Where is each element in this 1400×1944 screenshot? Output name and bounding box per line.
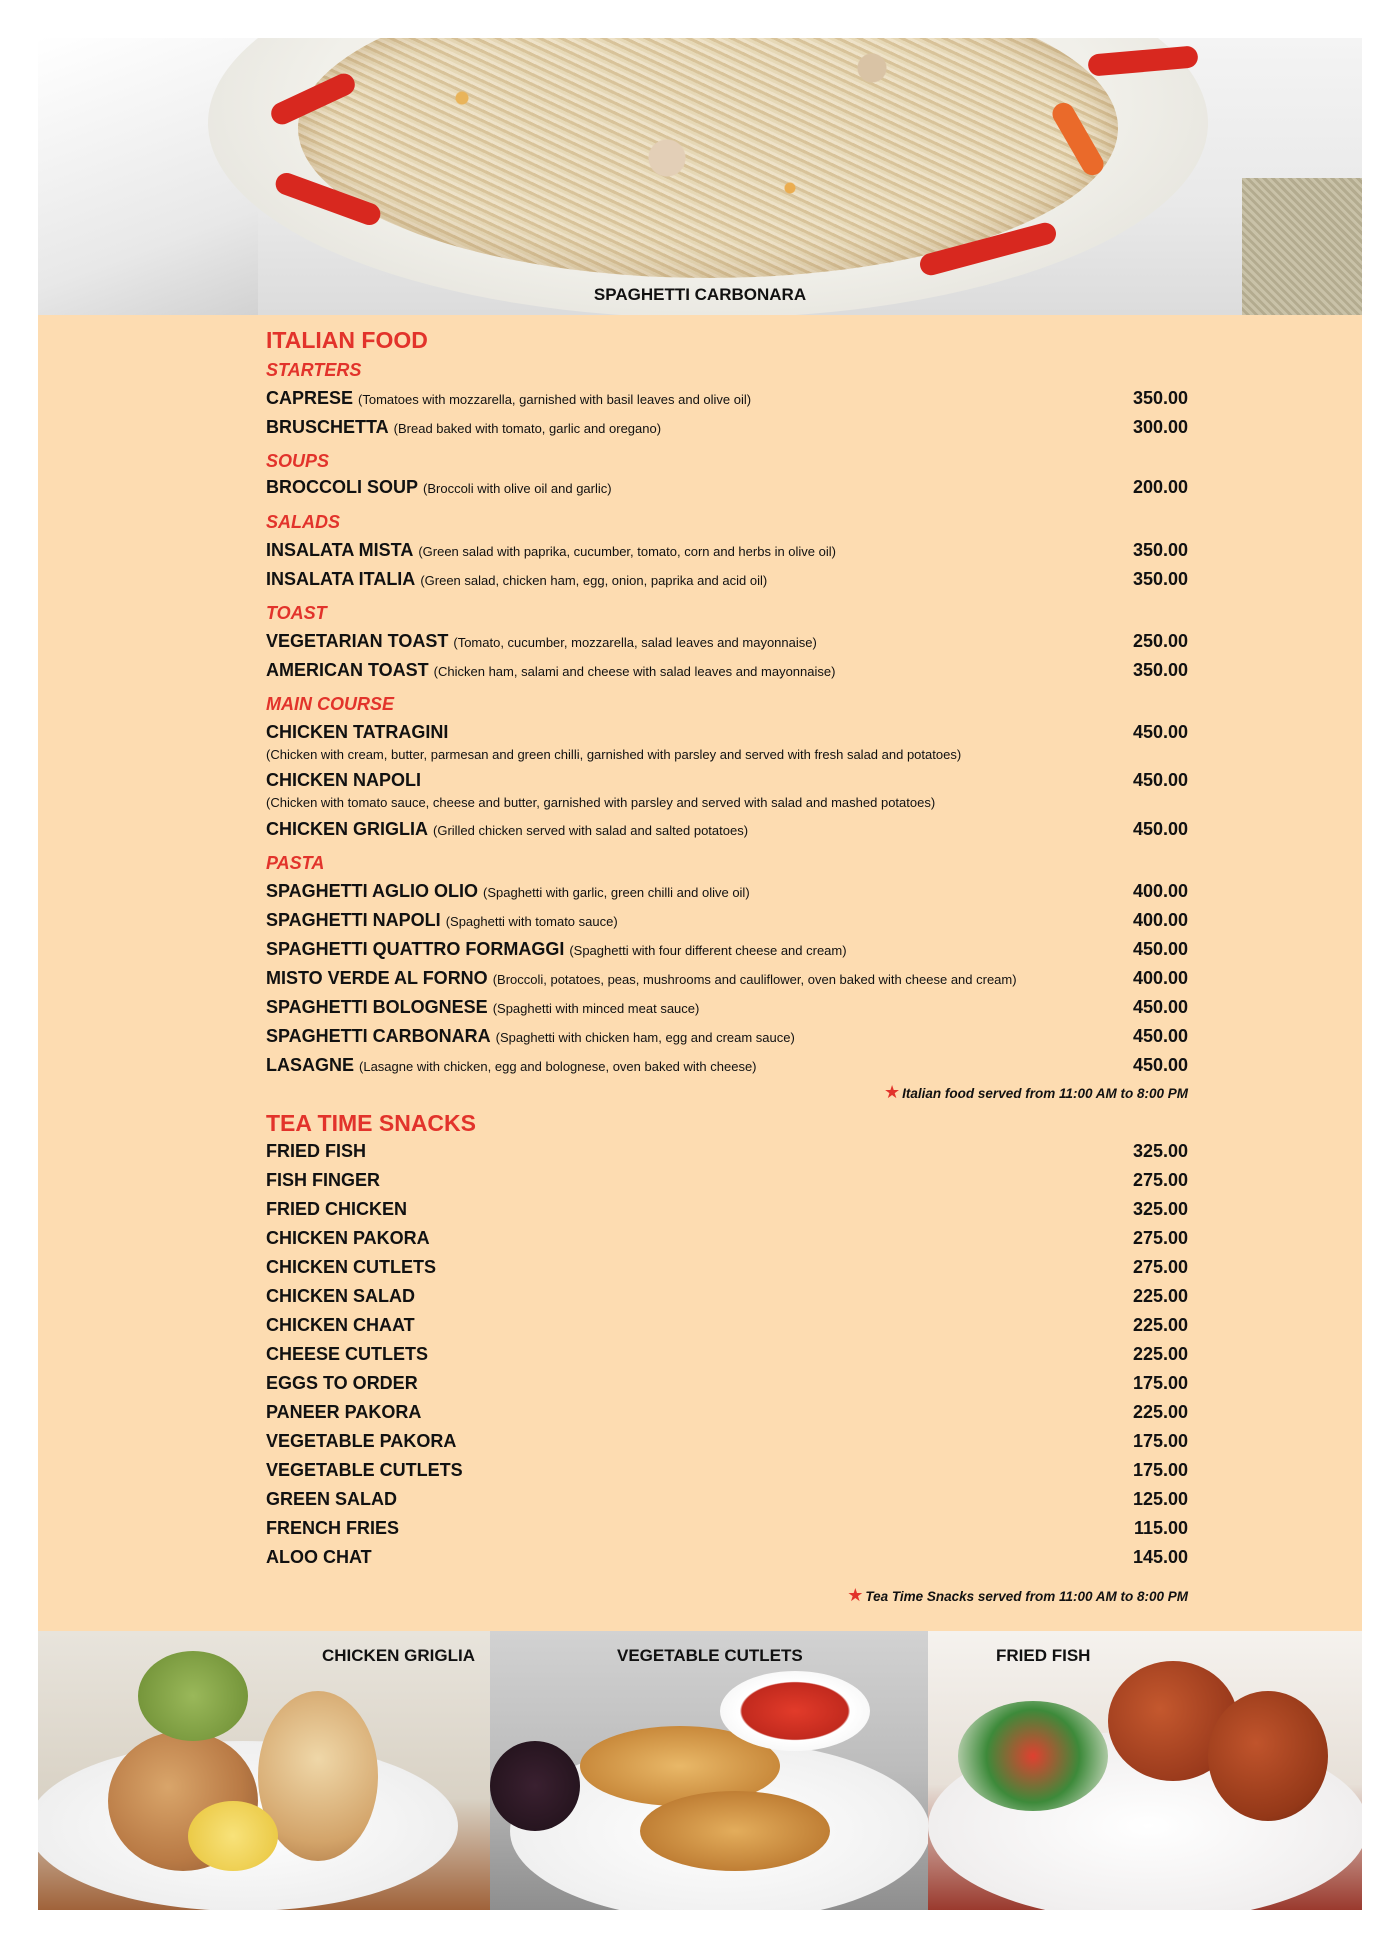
item-name: CHICKEN SALAD bbox=[266, 1286, 416, 1306]
item-price: 300.00 bbox=[1132, 417, 1188, 437]
item-price: 145.00 bbox=[1132, 1547, 1188, 1567]
category-starters: STARTERS bbox=[266, 360, 362, 380]
item-description: (Spaghetti with chicken ham, egg and cream sauce) bbox=[495, 1030, 795, 1045]
tea-snack-item bbox=[266, 1228, 1188, 1250]
item-price: 350.00 bbox=[1132, 569, 1188, 589]
menu-item-spaghetti-bolognese bbox=[266, 997, 1188, 1019]
item-price: 200.00 bbox=[1132, 477, 1188, 497]
item-name: CAPRESE bbox=[266, 388, 354, 408]
category-main-course: MAIN COURSE bbox=[266, 694, 395, 714]
menu-item-bruschetta bbox=[266, 417, 1188, 439]
item-description: (Chicken with tomato sauce, cheese and butter, garnished with parsley and served with salad and mashed potatoes) bbox=[266, 795, 936, 810]
tea-snack-item bbox=[266, 1170, 1188, 1192]
item-description: (Spaghetti with minced meat sauce) bbox=[492, 1001, 700, 1016]
item-price: 175.00 bbox=[1132, 1373, 1188, 1393]
item-description: (Broccoli with olive oil and garlic) bbox=[423, 481, 612, 496]
item-description: (Broccoli, potatoes, peas, mushrooms and cauliflower, oven baked with cheese and cream) bbox=[492, 972, 1017, 987]
tea-snack-item bbox=[266, 1518, 1188, 1540]
item-name: SPAGHETTI QUATTRO FORMAGGI bbox=[266, 939, 565, 959]
item-price: 350.00 bbox=[1132, 540, 1188, 560]
item-name: FRIED CHICKEN bbox=[266, 1199, 408, 1219]
item-description: (Tomatoes with mozzarella, garnished with basil leaves and olive oil) bbox=[358, 392, 752, 407]
item-price: 275.00 bbox=[1132, 1257, 1188, 1277]
menu-item-american-toast bbox=[266, 660, 1188, 682]
menu-item-spaghetti-aglio-olio bbox=[266, 881, 1188, 903]
item-description: (Spaghetti with tomato sauce) bbox=[445, 914, 618, 929]
item-description: (Spaghetti with four different cheese and cream) bbox=[569, 943, 847, 958]
item-price: 350.00 bbox=[1132, 388, 1188, 408]
item-name: BRUSCHETTA bbox=[266, 417, 389, 437]
category-toast: TOAST bbox=[266, 603, 327, 623]
tea-snack-item bbox=[266, 1286, 1188, 1308]
vegetables-image bbox=[958, 1701, 1108, 1811]
tea-snack-item bbox=[266, 1257, 1188, 1279]
item-name: CHICKEN TATRAGINI bbox=[266, 722, 449, 742]
item-price: 275.00 bbox=[1132, 1170, 1188, 1190]
menu-item-vegetarian-toast bbox=[266, 631, 1188, 653]
item-price: 175.00 bbox=[1132, 1431, 1188, 1451]
item-name: SPAGHETTI NAPOLI bbox=[266, 910, 441, 930]
item-price: 325.00 bbox=[1132, 1141, 1188, 1161]
tea-snack-item bbox=[266, 1431, 1188, 1453]
cutlet-image bbox=[640, 1791, 830, 1871]
item-name: FRIED FISH bbox=[266, 1141, 367, 1161]
item-name: GREEN SALAD bbox=[266, 1489, 398, 1509]
item-price: 225.00 bbox=[1132, 1402, 1188, 1422]
menu-item-lasagne bbox=[266, 1055, 1188, 1077]
item-price: 450.00 bbox=[1132, 1055, 1188, 1075]
hero-caption: SPAGHETTI CARBONARA bbox=[593, 285, 807, 304]
item-name: CHICKEN PAKORA bbox=[266, 1228, 430, 1248]
item-price: 400.00 bbox=[1132, 968, 1188, 988]
item-description: (Green salad with paprika, cucumber, tomato, corn and herbs in olive oil) bbox=[418, 544, 836, 559]
item-description: (Green salad, chicken ham, egg, onion, paprika and acid oil) bbox=[420, 573, 768, 588]
menu-item-chicken-napoli bbox=[266, 770, 1188, 792]
item-name: VEGETABLE CUTLETS bbox=[266, 1460, 463, 1480]
tea-snack-item bbox=[266, 1460, 1188, 1482]
salad-image bbox=[138, 1651, 248, 1741]
item-price: 225.00 bbox=[1132, 1286, 1188, 1306]
item-price: 400.00 bbox=[1132, 910, 1188, 930]
item-name: PANEER PAKORA bbox=[266, 1402, 422, 1422]
item-description: (Grilled chicken served with salad and salted potatoes) bbox=[433, 823, 749, 838]
item-name: FISH FINGER bbox=[266, 1170, 381, 1190]
item-name: VEGETARIAN TOAST bbox=[266, 631, 449, 651]
item-name: CHEESE CUTLETS bbox=[266, 1344, 429, 1364]
tea-snack-item bbox=[266, 1199, 1188, 1221]
menu-item-misto-verde-al-forno bbox=[266, 968, 1188, 990]
item-name: BROCCOLI SOUP bbox=[266, 477, 419, 497]
photo-caption: CHICKEN GRIGLIA bbox=[322, 1646, 475, 1665]
item-price: 275.00 bbox=[1132, 1228, 1188, 1248]
item-price: 115.00 bbox=[1133, 1518, 1188, 1538]
menu-item-insalata-italia bbox=[266, 569, 1188, 591]
item-name: SPAGHETTI BOLOGNESE bbox=[266, 997, 488, 1017]
item-name: CHICKEN CHAAT bbox=[266, 1315, 415, 1335]
item-name: INSALATA ITALIA bbox=[266, 569, 416, 589]
item-description: (Tomato, cucumber, mozzarella, salad leaves and mayonnaise) bbox=[453, 635, 817, 650]
item-price: 450.00 bbox=[1132, 997, 1188, 1017]
tea-note-text: Tea Time Snacks served from 11:00 AM to 8:00 PM bbox=[865, 1589, 1188, 1604]
tea-snack-item bbox=[266, 1141, 1188, 1163]
potato-image bbox=[188, 1801, 278, 1871]
tea-time-snacks-title: TEA TIME SNACKS bbox=[266, 1110, 476, 1136]
italian-note-text: Italian food served from 11:00 AM to 8:00 PM bbox=[902, 1086, 1188, 1101]
item-price: 225.00 bbox=[1132, 1344, 1188, 1364]
tea-snack-item bbox=[266, 1344, 1188, 1366]
menu-item-chicken-griglia bbox=[266, 819, 1188, 841]
menu-item-spaghetti-carbonara bbox=[266, 1026, 1188, 1048]
item-description: (Lasagne with chicken, egg and bolognese, oven baked with cheese) bbox=[359, 1059, 757, 1074]
tea-snack-item bbox=[266, 1547, 1188, 1569]
item-price: 450.00 bbox=[1132, 1026, 1188, 1046]
item-price: 450.00 bbox=[1132, 939, 1188, 959]
item-price: 450.00 bbox=[1132, 722, 1188, 742]
fried-fish-image bbox=[1208, 1691, 1328, 1821]
photo-fried-fish bbox=[928, 1631, 1362, 1910]
menu-item-spaghetti-quattro-formaggi bbox=[266, 939, 1188, 961]
item-price: 125.00 bbox=[1132, 1489, 1188, 1509]
item-name: ALOO CHAT bbox=[266, 1547, 372, 1567]
item-name: EGGS TO ORDER bbox=[266, 1373, 418, 1393]
menu-item-caprese bbox=[266, 388, 1188, 410]
item-name: LASAGNE bbox=[266, 1055, 355, 1075]
garnish-image bbox=[490, 1741, 580, 1831]
menu-page bbox=[38, 38, 1362, 1910]
item-description: (Chicken with cream, butter, parmesan and green chilli, garnished with parsley and served with fresh salad and potatoes) bbox=[266, 747, 962, 762]
category-soups: SOUPS bbox=[266, 451, 330, 471]
hero-photo-spaghetti-carbonara bbox=[38, 38, 1362, 315]
photo-caption: FRIED FISH bbox=[996, 1646, 1091, 1665]
item-price: 450.00 bbox=[1132, 819, 1188, 839]
tea-snack-item bbox=[266, 1315, 1188, 1337]
item-name: AMERICAN TOAST bbox=[266, 660, 429, 680]
item-name: SPAGHETTI AGLIO OLIO bbox=[266, 881, 479, 901]
item-price: 225.00 bbox=[1132, 1315, 1188, 1335]
item-name: SPAGHETTI CARBONARA bbox=[266, 1026, 491, 1046]
star-icon: ★ bbox=[884, 1082, 901, 1102]
photo-chicken-griglia bbox=[38, 1631, 490, 1910]
tea-snack-item bbox=[266, 1489, 1188, 1511]
item-name: CHICKEN CUTLETS bbox=[266, 1257, 436, 1277]
item-description: (Bread baked with tomato, garlic and oregano) bbox=[393, 421, 662, 436]
item-price: 250.00 bbox=[1132, 631, 1188, 651]
italian-food-title: ITALIAN FOOD bbox=[266, 327, 428, 353]
tea-snack-item bbox=[266, 1373, 1188, 1395]
item-price: 450.00 bbox=[1132, 770, 1188, 790]
item-price: 325.00 bbox=[1132, 1199, 1188, 1219]
category-pasta: PASTA bbox=[266, 853, 325, 873]
sauce-bowl-image bbox=[720, 1671, 870, 1751]
photo-caption: VEGETABLE CUTLETS bbox=[617, 1646, 803, 1665]
tea-serving-note bbox=[847, 1585, 1188, 1606]
tea-snack-item bbox=[266, 1402, 1188, 1424]
menu-body bbox=[38, 315, 1362, 1631]
star-icon: ★ bbox=[847, 1585, 864, 1605]
menu-item-insalata-mista bbox=[266, 540, 1188, 562]
menu-item-chicken-tatragini bbox=[266, 722, 1188, 744]
item-name: MISTO VERDE AL FORNO bbox=[266, 968, 488, 988]
category-salads: SALADS bbox=[266, 512, 341, 532]
italian-serving-note bbox=[884, 1082, 1188, 1103]
item-price: 175.00 bbox=[1132, 1460, 1188, 1480]
menu-item-spaghetti-napoli bbox=[266, 910, 1188, 932]
menu-item-broccoli-soup bbox=[266, 477, 1188, 499]
item-description: (Chicken ham, salami and cheese with salad leaves and mayonnaise) bbox=[433, 664, 836, 679]
item-name: INSALATA MISTA bbox=[266, 540, 414, 560]
item-price: 350.00 bbox=[1132, 660, 1188, 680]
item-name: VEGETABLE PAKORA bbox=[266, 1431, 457, 1451]
item-price: 400.00 bbox=[1132, 881, 1188, 901]
item-name: CHICKEN NAPOLI bbox=[266, 770, 422, 790]
item-description: (Spaghetti with garlic, green chilli and olive oil) bbox=[483, 885, 750, 900]
item-name: CHICKEN GRIGLIA bbox=[266, 819, 428, 839]
bottom-photo-strip bbox=[38, 1631, 1362, 1910]
photo-vegetable-cutlets bbox=[490, 1631, 928, 1910]
item-name: FRENCH FRIES bbox=[266, 1518, 400, 1538]
